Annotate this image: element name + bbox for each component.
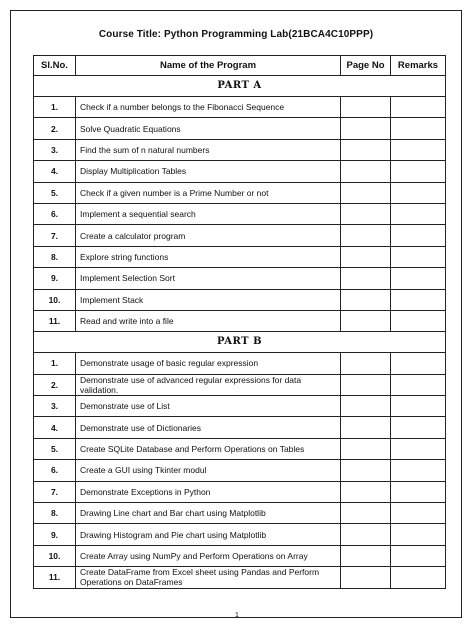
remarks-cell [391,545,446,566]
page-no-cell [341,268,391,289]
serial-number-cell: 7. [34,481,76,502]
remarks-cell [391,182,446,203]
program-name-cell: Create a GUI using Tkinter modul [76,460,341,481]
program-name-cell: Check if a given number is a Prime Number or not [76,182,341,203]
serial-number-cell: 6. [34,203,76,224]
remarks-cell [391,567,446,588]
remarks-cell [391,374,446,395]
program-name-cell: Demonstrate Exceptions in Python [76,481,341,502]
serial-number-cell: 8. [34,503,76,524]
remarks-cell [391,417,446,438]
program-name-cell: Implement a sequential search [76,203,341,224]
serial-number-cell: 6. [34,460,76,481]
table-row [34,289,446,310]
serial-number-cell: 3. [34,396,76,417]
page-no-cell [341,524,391,545]
table-row [34,524,446,545]
table-row [34,374,446,395]
table-row [34,225,446,246]
page-no-cell [341,438,391,459]
table-row [34,567,446,588]
page-no-cell [341,545,391,566]
program-list-table [33,55,446,589]
table-row [34,203,446,224]
table-row [34,503,446,524]
page-no-cell [341,417,391,438]
program-name-cell: Demonstrate usage of basic regular expression [76,353,341,374]
part-heading: PART A [34,76,446,97]
program-name-cell: Demonstrate use of List [76,396,341,417]
program-name-cell: Drawing Histogram and Pie chart using Matplotlib [76,524,341,545]
remarks-cell [391,460,446,481]
serial-number-cell: 8. [34,246,76,267]
serial-number-cell: 1. [34,353,76,374]
serial-number-cell: 5. [34,182,76,203]
remarks-cell [391,310,446,331]
program-name-cell: Create DataFrame from Excel sheet using Pandas and Perform Operations on DataFrames [76,567,341,588]
program-name-cell: Read and write into a file [76,310,341,331]
table-row [34,545,446,566]
table-row [34,182,446,203]
page-no-cell [341,567,391,588]
serial-number-cell: 2. [34,118,76,139]
remarks-cell [391,203,446,224]
table-row [34,438,446,459]
program-name-cell: Demonstrate use of advanced regular expressions for data validation. [76,374,341,395]
table-row [34,396,446,417]
page-no-cell [341,353,391,374]
table-row [34,353,446,374]
remarks-cell [391,503,446,524]
table-row [34,118,446,139]
program-name-cell: Implement Selection Sort [76,268,341,289]
table-row [34,417,446,438]
serial-number-cell: 11. [34,310,76,331]
serial-number-cell: 9. [34,524,76,545]
remarks-cell [391,97,446,118]
page-no-cell [341,182,391,203]
remarks-cell [391,246,446,267]
program-name-cell: Create a calculator program [76,225,341,246]
table-row [34,310,446,331]
table-body [34,76,446,589]
page-no-cell [341,396,391,417]
program-name-cell: Check if a number belongs to the Fibonacci Sequence [76,97,341,118]
remarks-cell [391,353,446,374]
page-no-cell [341,225,391,246]
part-heading-row [34,332,446,353]
header-remarks: Remarks [391,56,446,76]
serial-number-cell: 10. [34,545,76,566]
program-name-cell: Find the sum of n natural numbers [76,139,341,160]
page-no-cell [341,203,391,224]
remarks-cell [391,524,446,545]
page-no-cell [341,139,391,160]
serial-number-cell: 11. [34,567,76,588]
part-heading-row [34,76,446,97]
program-name-cell: Create Array using NumPy and Perform Operations on Array [76,545,341,566]
part-heading: PART B [34,332,446,353]
header-program-name: Name of the Program [76,56,341,76]
page-no-cell [341,289,391,310]
page-no-cell [341,503,391,524]
remarks-cell [391,118,446,139]
remarks-cell [391,289,446,310]
table-row [34,161,446,182]
remarks-cell [391,161,446,182]
program-name-cell: Create SQLite Database and Perform Operations on Tables [76,438,341,459]
table-row [34,460,446,481]
serial-number-cell: 4. [34,161,76,182]
serial-number-cell: 9. [34,268,76,289]
remarks-cell [391,268,446,289]
page-no-cell [341,460,391,481]
page-no-cell [341,374,391,395]
page-no-cell [341,161,391,182]
remarks-cell [391,396,446,417]
remarks-cell [391,481,446,502]
table-row [34,481,446,502]
serial-number-cell: 7. [34,225,76,246]
header-sl-no: Sl.No. [34,56,76,76]
program-name-cell: Explore string functions [76,246,341,267]
page-no-cell [341,310,391,331]
table-row [34,246,446,267]
serial-number-cell: 3. [34,139,76,160]
serial-number-cell: 1. [34,97,76,118]
program-name-cell: Implement Stack [76,289,341,310]
page-no-cell [341,481,391,502]
remarks-cell [391,225,446,246]
table-row [34,139,446,160]
remarks-cell [391,139,446,160]
page-no-cell [341,246,391,267]
serial-number-cell: 5. [34,438,76,459]
serial-number-cell: 10. [34,289,76,310]
serial-number-cell: 2. [34,374,76,395]
page-number: 1 [235,612,239,619]
header-row [34,56,446,76]
program-name-cell: Drawing Line chart and Bar chart using Matplotlib [76,503,341,524]
table-row [34,268,446,289]
page-no-cell [341,97,391,118]
table-row [34,97,446,118]
remarks-cell [391,438,446,459]
program-name-cell: Display Multiplication Tables [76,161,341,182]
course-title: Course Title: Python Programming Lab(21BCA4C10PPP) [98,29,374,40]
program-name-cell: Solve Quadratic Equations [76,118,341,139]
serial-number-cell: 4. [34,417,76,438]
page-no-cell [341,118,391,139]
program-name-cell: Demonstrate use of Dictionaries [76,417,341,438]
header-page-no: Page No [341,56,391,76]
